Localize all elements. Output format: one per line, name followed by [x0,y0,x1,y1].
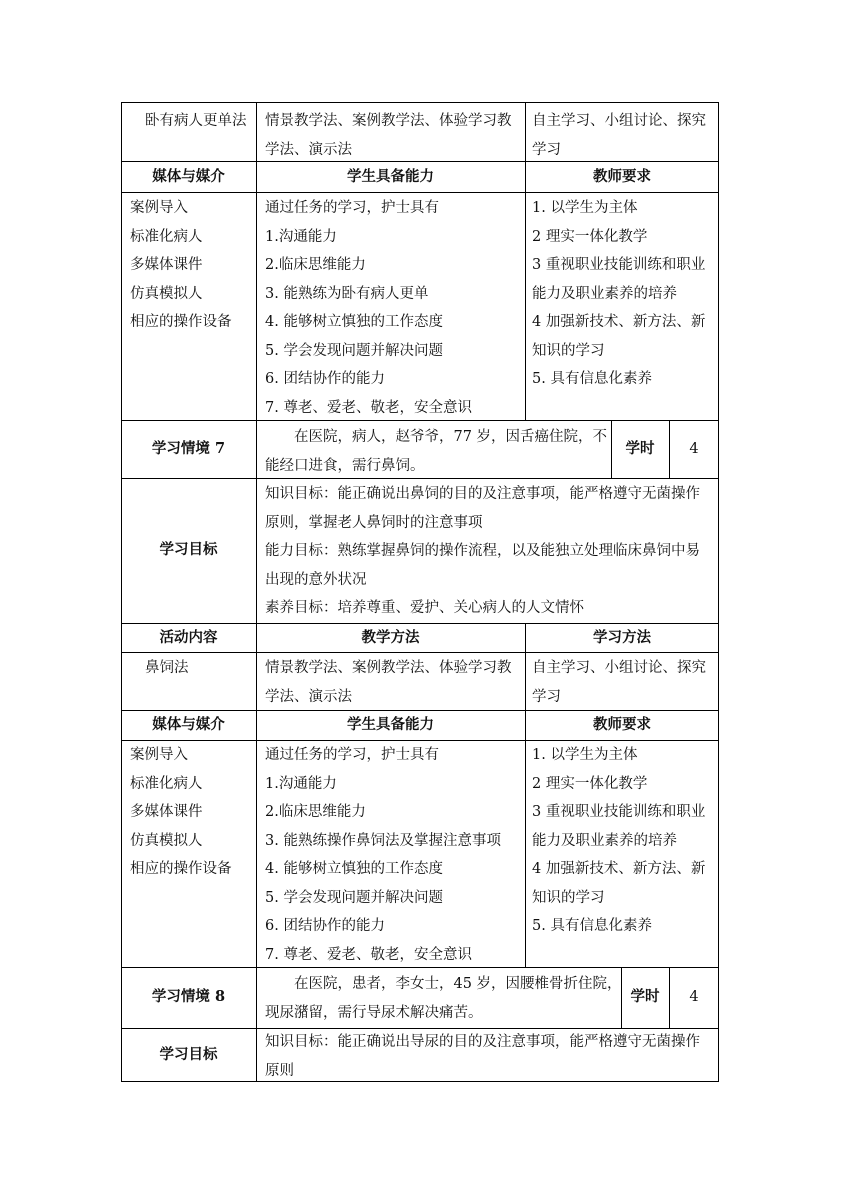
situation7-desc: 在医院，病人，赵爷爷，77 岁，因舌癌住院，不 能经口进食，需行鼻饲。 [265,429,608,474]
activity-cell: 鼻饲法 [145,660,189,676]
header-teacher: 教师要求 [593,168,651,185]
teacher-list: 1. 以学生为主体 2 理实一体化教学 3 重视职业技能训练和职业 能力及职业素养的培养 4 加强新技术、新方法、新 知识的学习 5. 具有信息化素养 [532,200,706,387]
situation8-hours-label: 学时 [630,988,660,1006]
learning-cell: 自主学习、小组讨论、探究 学习 [532,660,706,705]
goals8-label: 学习目标 [159,1045,218,1063]
header-media: 媒体与媒介 [152,716,225,733]
ability-list: 通过任务的学习，护士具有 1.沟通能力 2.临床思维能力 3. 能熟练为卧有病人更单 4. 能够树立慎独的工作态度 5. 学会发现问题并解决问题 6. 团结协作的能力 7. 尊老、爱老、敬老，安全意识 [265,200,472,416]
methods-cell: 情景教学法、案例教学法、体验学习教 学法、演示法 [265,660,512,705]
activity-cell: 卧有病人更单法 [145,113,247,129]
header-ability: 学生具备能力 [347,716,434,733]
situation7-label: 学习情境 7 [151,439,226,457]
media-list: 案例导入 标准化病人 多媒体课件 仿真模拟人 相应的操作设备 [130,747,232,877]
situation7-hours-label: 学时 [625,439,655,457]
methods-cell: 情景教学法、案例教学法、体验学习教 学法、演示法 [265,113,512,158]
header-activity: 活动内容 [159,629,218,646]
header-teacher: 教师要求 [593,716,651,733]
ability-list: 通过任务的学习，护士具有 1.沟通能力 2.临床思维能力 3. 能熟练操作鼻饲法及掌握注意事项 4. 能够树立慎独的工作态度 5. 学会发现问题并解决问题 6. 团结协作的能力 7. 尊老、爱老、敬老，安全意识 [265,747,501,963]
header-media: 媒体与媒介 [152,168,225,185]
situation8-hours: 4 [689,989,699,1006]
goals7-text: 知识目标：能正确说出鼻饲的目的及注意事项，能严格遵守无菌操作 原则，掌握老人鼻饲时的注意事项 能力目标：熟练掌握鼻饲的操作流程，以及能独立处理临床鼻饲中易 出现的意外状况 素养目标：培养尊重、爱护、关心病人的人文情怀 [265,486,700,616]
header-learning: 学习方法 [593,629,651,646]
goals8-text: 知识目标：能正确说出导尿的目的及注意事项，能严格遵守无菌操作 原则 [265,1034,700,1079]
header-methods: 教学方法 [361,629,420,646]
goals7-label: 学习目标 [159,541,218,559]
teacher-list: 1. 以学生为主体 2 理实一体化教学 3 重视职业技能训练和职业 能力及职业素养的培养 4 加强新技术、新方法、新 知识的学习 5. 具有信息化素养 [532,747,706,934]
situation8-label: 学习情境 8 [151,988,226,1006]
learning-cell: 自主学习、小组讨论、探究 学习 [532,113,706,158]
header-ability: 学生具备能力 [347,168,434,185]
situation7-hours: 4 [689,440,699,457]
media-list: 案例导入 标准化病人 多媒体课件 仿真模拟人 相应的操作设备 [130,200,232,330]
situation8-desc: 在医院，患者，李女士，45 岁，因腰椎骨折住院， 现尿潴留，需行导尿术解决痛苦。 [265,976,622,1021]
